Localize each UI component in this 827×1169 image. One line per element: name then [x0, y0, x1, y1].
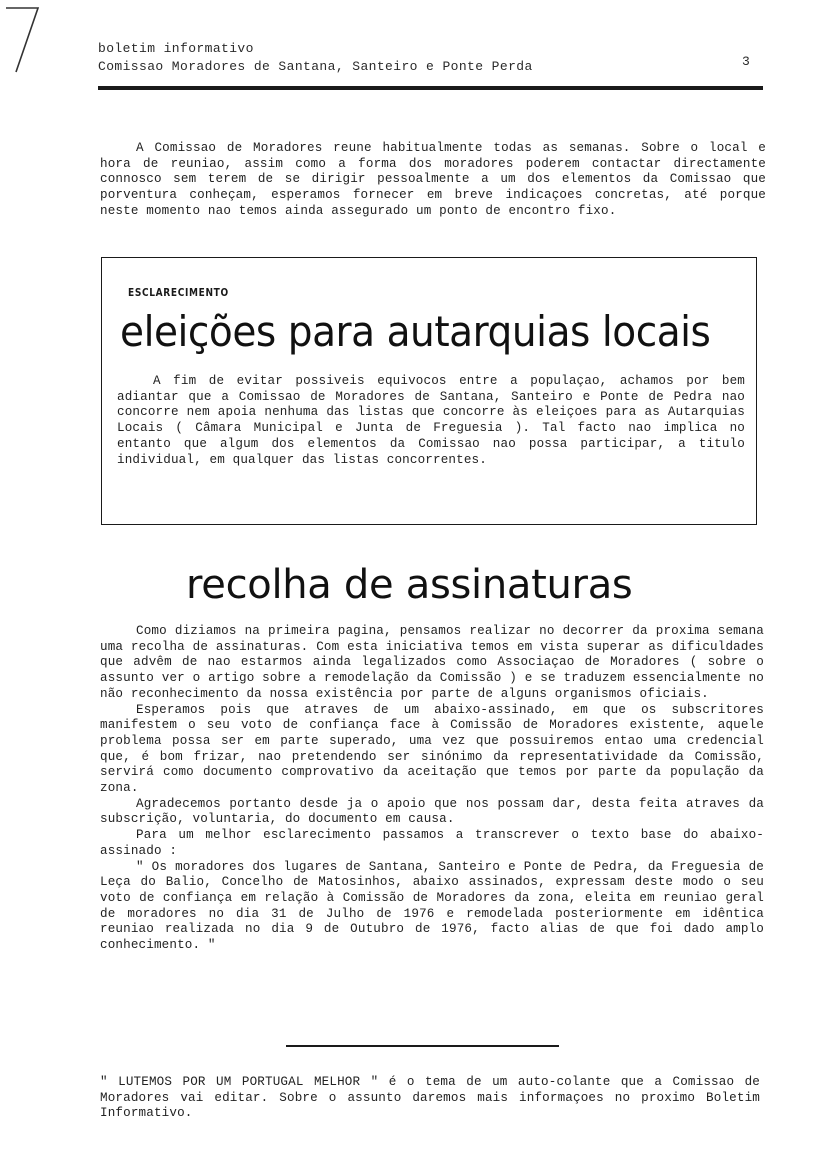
notice-text: A fim de evitar possiveis equivocos entre a populaçao, achamos por bem adiantar que a Comissao de Moradores de Santana, Santeiro e Ponte de Pedra nao concorre nem apoia nenhuma das listas que concorre às eleiçoes para as Autarquias Locais ( Câmara Municipal e Junta de Freguesia ). Tal facto nao implica no entanto que algum dos elementos da Comissao nao possa participar, a titulo individual, em qualquer das listas concorrentes. — [117, 374, 745, 467]
header-divider — [98, 86, 763, 90]
footer-note — [100, 1075, 760, 1122]
clarification-box — [101, 257, 757, 525]
petition-title: recolha de assinaturas — [186, 562, 633, 608]
notice-body — [117, 374, 745, 468]
petition-paragraph-2: Esperamos pois que atraves de um abaixo-assinado, em que os subscritores manifestem o seu voto de confiança face à Comissão de Moradores existente, aquele problema possa ser em parte superado, uma vez que possuiremos entao uma credencial que, é bom frizar, nao pretendendo ser sinónimo da representatividade da Comissão, servirá como documento comprovativo da aceitação que temos por parte da população da zona. — [100, 702, 764, 796]
petition-article — [100, 624, 764, 954]
pen-mark-decoration — [4, 4, 40, 76]
notice-kicker: ESCLARECIMENTO — [128, 286, 229, 299]
page-number: 3 — [742, 54, 750, 69]
footer-text: " LUTEMOS POR UM PORTUGAL MELHOR " é o tema de um auto-colante que a Comissao de Moradores vai editar. Sobre o assunto daremos mais informaçoes no proximo Boletim Informativo. — [100, 1075, 760, 1121]
notice-title: eleições para autarquias locais — [120, 307, 711, 356]
petition-paragraph-3: Agradecemos portanto desde ja o apoio que nos possam dar, desta feita atraves da subscrição, voluntaria, do documento em causa. — [100, 796, 764, 827]
petition-paragraph-4: Para um melhor esclarecimento passamos a transcrever o texto base do abaixo-assinado : — [100, 828, 764, 858]
footer-divider — [286, 1045, 559, 1047]
page-header — [98, 40, 758, 76]
petition-paragraph-1: Como diziamos na primeira pagina, pensamos realizar no decorrer da proxima semana uma recolha de assinaturas. Com esta iniciativa temos em vista superar as dificuldades que advêm de nao estarmos ainda legalizados como Associaçao de Moradores ( sobre o assunto ver o artigo sobre a remodelação da Comissão ) e se traduzem essencialmente no não reconhecimento da nossa existência por parte de alguns organismos oficiais. — [100, 624, 764, 701]
bulletin-label: boletim informativo — [98, 41, 254, 56]
intro-text: A Comissao de Moradores reune habitualmente todas as semanas. Sobre o local e hora de reuniao, assim como a forma dos moradores poderem contactar directamente connosco sem terem de se dirigir pessoalmente a um dos elementos da Comissao que porventura conheçam, esperamos fornecer em breve indicaçoes concretas, até porque neste momento nao temos ainda assegurado um ponto de encontro fixo. — [100, 141, 766, 218]
committee-name: Comissao Moradores de Santana, Santeiro e Ponte Perda — [98, 59, 533, 74]
petition-quote: " Os moradores dos lugares de Santana, Santeiro e Ponte de Pedra, da Freguesia de Leça do Balio, Concelho de Matosinhos, abaixo assinados, expressam deste modo o seu voto de confiança em relação à Comissão de Moradores da zona, eleita em reuniao geral de moradores no dia 31 de Julho de 1976 e remodelada posteriormente em idêntica reuniao realizada no dia 9 de Outubro de 1976, facto alias de que foi dado amplo conhecimento. " — [100, 859, 764, 953]
intro-paragraph — [100, 141, 766, 220]
